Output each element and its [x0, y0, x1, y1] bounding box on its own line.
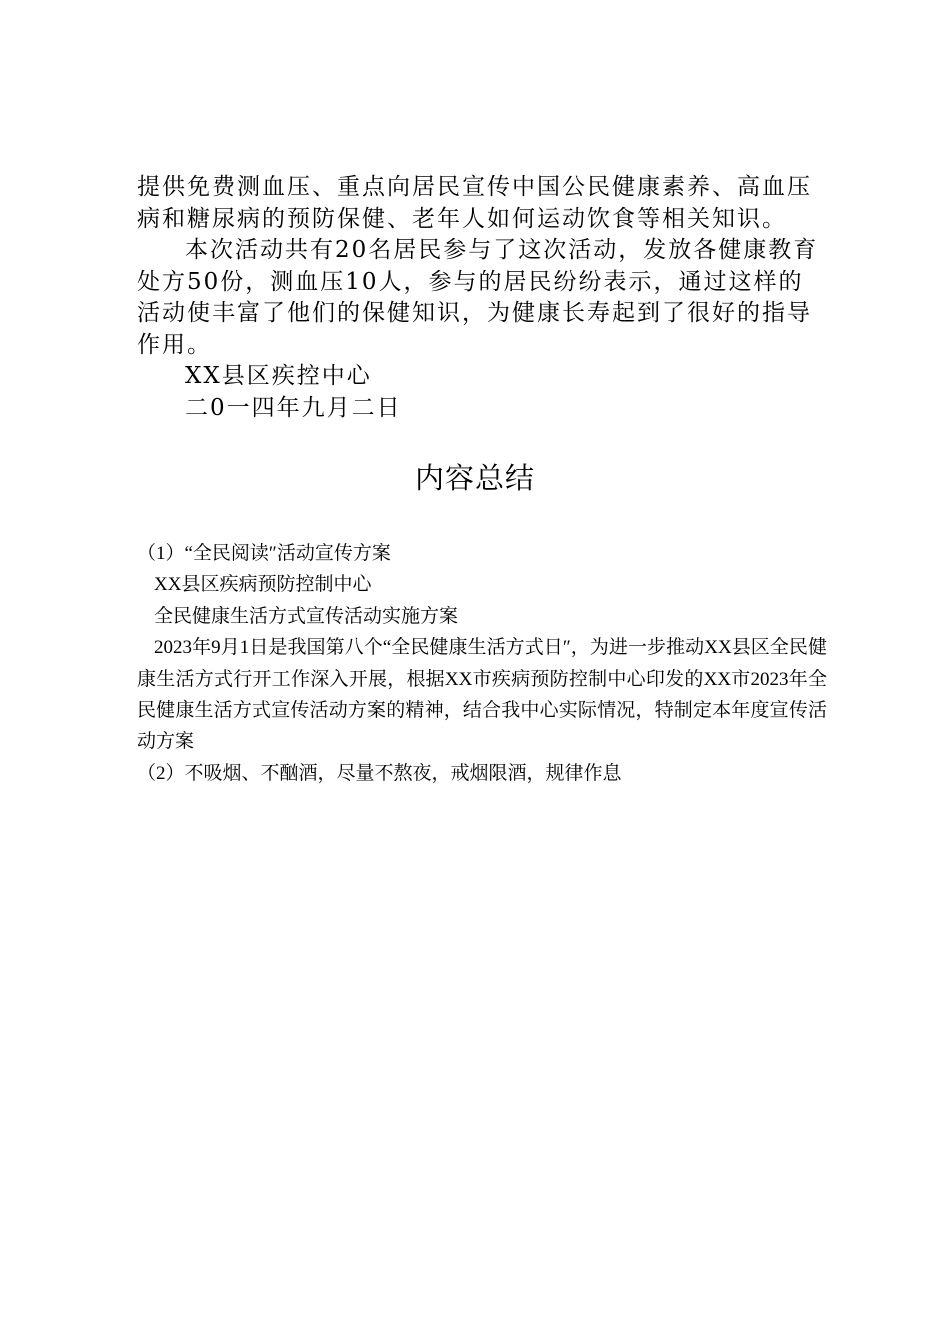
signature-date: 二0一四年九月二日: [185, 394, 402, 421]
summary-organization: XX县区疾病预防控制中心: [154, 574, 372, 596]
body-text: [137, 172, 827, 424]
paragraph-activity-content: 提供免费测血压、重点向居民宣传中国公民健康素养、高血压病和糖尿病的预防保健、老年人如何运动饮食等相关知识。: [137, 174, 812, 232]
signature-organization: XX县区疾控中心: [185, 363, 372, 389]
summary-heading: 内容总结: [414, 461, 535, 495]
summary-body: [137, 538, 827, 789]
summary-item-1: （1）“全民阅读″活动宣传方案: [137, 543, 391, 564]
summary-plan-title: 全民健康生活方式宣传活动实施方案: [154, 605, 459, 627]
summary-paragraph: 2023年9月1日是我国第八个“全民健康生活方式日″，为进一步推动XX县区全民健康生活方式行开工作深入开展，根据XX市疾病预防控制中心印发的XX市2023年全民健康生活方式宣传活动方案的精神，结合我中心实际情况，特制定本年度宣传活动方案: [137, 637, 827, 753]
paragraph-activity-result: 本次活动共有20名居民参与了这次活动，发放各健康教育处方50份，测血压10人，参与的居民纷纷表示，通过这样的活动使丰富了他们的保健知识，为健康长寿起到了很好的指导作用。: [137, 237, 819, 358]
summary-item-2: （2）不吸烟、不酗酒，尽量不熬夜，戒烟限酒，规律作息: [137, 762, 622, 784]
